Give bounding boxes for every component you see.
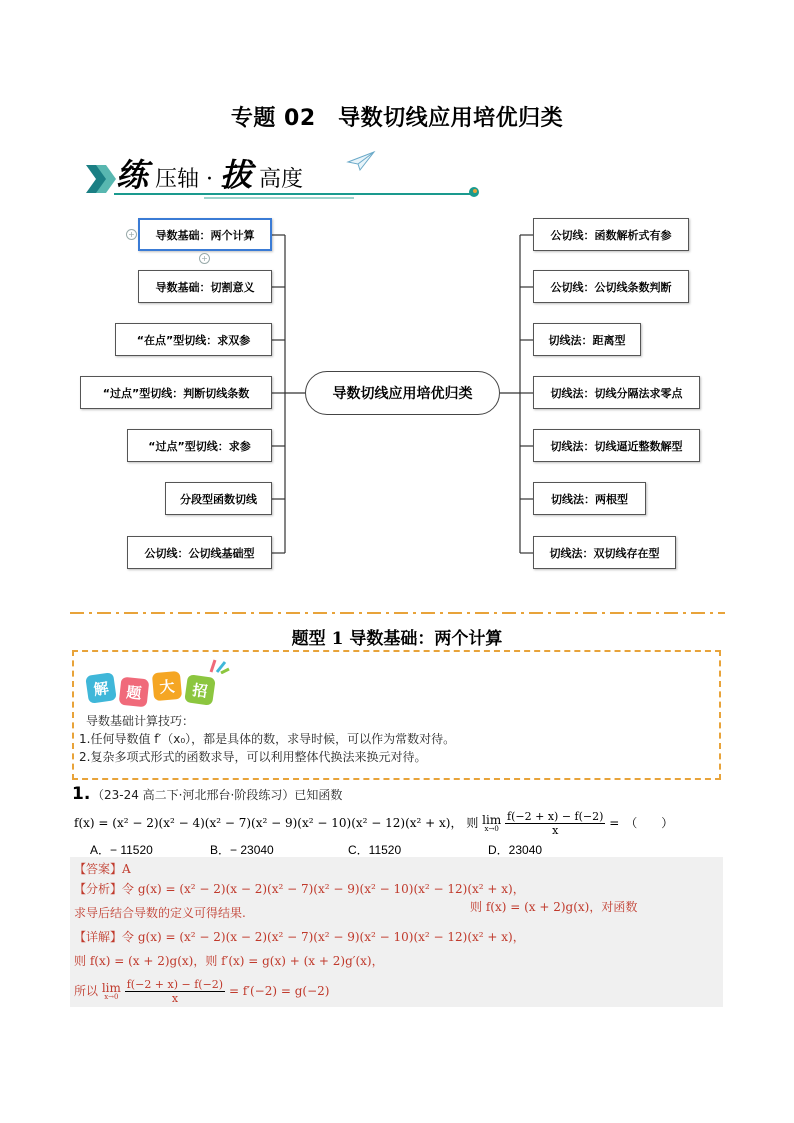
section-title: 题型 1 导数基础：两个计算 (291, 629, 503, 649)
expand-plus-icon-2[interactable]: + (199, 253, 210, 264)
analysis-text-3: 求导后结合导数的定义可得结果. (74, 906, 246, 920)
detail-label: 【详解】 (74, 930, 123, 944)
detail-text-2: 则 f(x) = (x + 2)g(x)，则 f′(x) = g(x) + (x + 2)g′(x)， (74, 954, 384, 968)
detail-line-3 (74, 978, 329, 1005)
answer-label: 【答案】 (74, 862, 123, 876)
tips-heading: 导数基础计算技巧： (86, 714, 195, 728)
mindmap-node-right-4[interactable]: 切线法：切线分隔法求零点 (533, 376, 700, 409)
banner-text-2: 高度 (259, 167, 304, 192)
limit-denominator: x (552, 824, 559, 837)
analysis-line-1 (74, 880, 724, 897)
option-a[interactable]: A．− 11520 (90, 843, 153, 857)
detail-limit-numerator: f(−2 + x) − f(−2) (126, 978, 224, 991)
analysis-text-2: 则 f(x) = (x + 2)g(x)，对函数 (470, 900, 638, 914)
option-d[interactable]: D．23040 (488, 843, 543, 857)
tips-line-1: 1.任何导数值 f′（x₀），都是具体的数，求导时候，可以作为常数对待。 (79, 732, 456, 746)
mindmap-node-right-6[interactable]: 切线法：两根型 (533, 482, 646, 515)
detail-limit-subscript: x→0 (104, 993, 119, 1001)
analysis-text-1: 令 g(x) = (x² − 2)(x − 2)(x² − 7)(x² − 9)(x² − 10)(x² − 12)(x² + x)， (122, 882, 525, 896)
page-title: 专题 02 导数切线应用培优归类 (230, 106, 564, 131)
detail-line-1 (74, 928, 724, 945)
detail-text-3a: 所以 (74, 984, 99, 998)
answer-blank: = （ ） (609, 816, 674, 830)
question-formula (74, 810, 673, 837)
limit-symbol: lim (482, 813, 502, 827)
mindmap-node-left-3[interactable]: “在点”型切线：求双参 (115, 323, 272, 356)
detail-limit-denominator: x (171, 992, 179, 1005)
answer-value: A (122, 862, 131, 876)
then-text: 则 (466, 816, 479, 830)
tile-3: 大 (152, 671, 182, 701)
banner-dot: · (206, 167, 214, 192)
detail-text-1: 令 g(x) = (x² − 2)(x − 2)(x² − 7)(x² − 9)(x² − 10)(x² − 12)(x² + x)， (122, 930, 525, 944)
function-definition: f(x) = (x² − 2)(x² − 4)(x² − 7)(x² − 9)(x² − 10)(x² − 12)(x² + x)， (74, 816, 463, 830)
banner-char-2: 拔 (220, 156, 253, 194)
mindmap-node-right-2[interactable]: 公切线：公切线条数判断 (533, 270, 689, 303)
mindmap-center-node[interactable]: 导数切线应用培优归类 (305, 371, 500, 415)
tile-1: 解 (85, 672, 117, 704)
mindmap-node-right-3[interactable]: 切线法：距离型 (533, 323, 641, 356)
banner-char-1: 练 (116, 156, 149, 194)
mindmap-node-right-7[interactable]: 切线法：双切线存在型 (533, 536, 676, 569)
mindmap-node-left-6[interactable]: 分段型函数切线 (165, 482, 272, 515)
sparkle-icon (207, 656, 231, 674)
limit-numerator: f(−2 + x) − f(−2) (507, 810, 604, 823)
tips-line-2: 2.复杂多项式形式的函数求导，可以利用整体代换法来换元对待。 (79, 750, 427, 764)
tile-4: 招 (184, 674, 216, 706)
question-number: 1. (72, 784, 91, 804)
mindmap-node-right-5[interactable]: 切线法：切线逼近整数解型 (533, 429, 700, 462)
tile-2: 题 (119, 677, 150, 708)
detail-text-3b: = f′(−2) = g(−2) (228, 984, 330, 998)
detail-limit-symbol: lim (101, 981, 121, 995)
mindmap-node-left-5[interactable]: “过点”型切线：求参 (127, 429, 272, 462)
question-source: （23-24 高二下·河北邢台·阶段练习）已知函数 (92, 788, 343, 802)
mindmap-node-left-7[interactable]: 公切线：公切线基础型 (127, 536, 272, 569)
expand-plus-icon[interactable]: + (126, 229, 137, 240)
option-c[interactable]: C．11520 (348, 843, 402, 857)
mindmap-node-left-2[interactable]: 导数基础：切割意义 (138, 270, 272, 303)
answer-line (74, 860, 131, 877)
analysis-label: 【分析】 (74, 882, 123, 896)
option-b[interactable]: B．− 23040 (210, 843, 274, 857)
banner-text-1: 压轴 (155, 167, 200, 192)
section-divider (70, 611, 725, 615)
mindmap-node-left-1[interactable]: 导数基础：两个计算 (138, 218, 272, 251)
mindmap-node-left-4[interactable]: “过点”型切线：判断切线条数 (80, 376, 272, 409)
limit-subscript: x→0 (484, 825, 499, 833)
mindmap-node-right-1[interactable]: 公切线：函数解析式有参 (533, 218, 689, 251)
